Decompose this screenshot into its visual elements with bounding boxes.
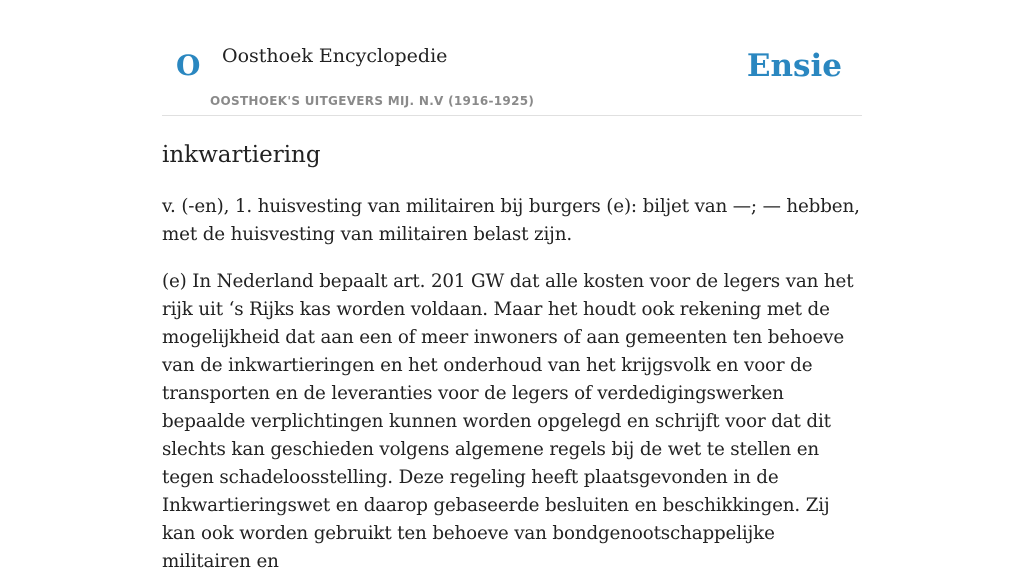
source-header (162, 0, 862, 116)
ensie-logo[interactable]: Ensie (746, 48, 842, 84)
page-container (162, 0, 862, 576)
source-logo[interactable]: O (176, 49, 201, 82)
article-headword: inkwartiering (162, 142, 321, 168)
article-paragraph-definition: v. (-en), 1. huisvesting van militairen bij burgers (e): biljet van —; — hebben, met de huisvesting van militairen belast zijn. (162, 195, 860, 245)
article-paragraph-body: (e) In Nederland bepaalt art. 201 GW dat alle kosten voor de legers van het rijk uit ‘s Rijks kas worden voldaan. Maar het houdt ook rekening met de mogelijkheid dat aan een of meer inwoners of aan gemeenten ten behoeve van de inkwartieringen en het onderhoud van het krijgsvolk en voor de transporten en de leveranties voor de legers of verdedigingswerken bepaalde verplichtingen kunnen worden opgelegd en schrijft voor dat dit slechts kan geschieden volgens algemene regels bij de wet te stellen en tegen schadeloosstelling. Deze regeling heeft plaatsgevonden in de Inkwartieringswet en daarop gebaseerde besluiten en beschikkingen. Zij kan ook worden gebruikt ten behoeve van bondgenootschappelijke militairen en (162, 270, 854, 572)
source-publisher: OOSTHOEK'S UITGEVERS MIJ. N.V (1916-1925) (210, 94, 535, 108)
source-title[interactable]: Oosthoek Encyclopedie (222, 45, 448, 67)
